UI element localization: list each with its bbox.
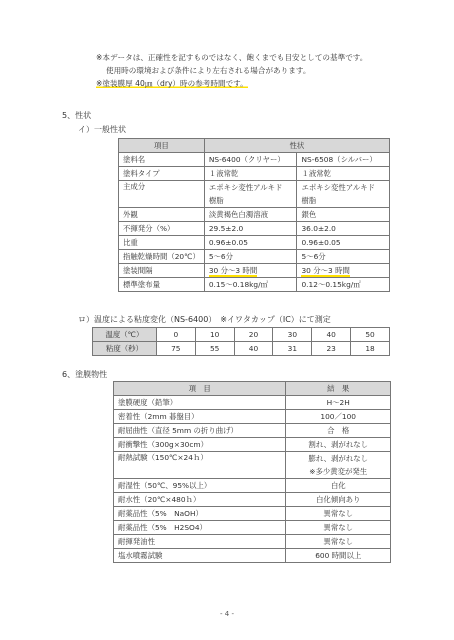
- cell-6508: 36.0±2.0: [297, 222, 390, 236]
- table-row: [114, 438, 391, 452]
- test-item: 塩水噴霧試験: [114, 549, 286, 563]
- row-label: 指触乾燥時間（20℃）: [119, 250, 205, 264]
- table-header-row: [114, 382, 391, 396]
- cell-6508: 0.96±0.05: [297, 236, 390, 250]
- temperature-value: 10: [195, 328, 234, 342]
- temperature-value: 50: [351, 328, 390, 342]
- table-row: [119, 167, 390, 181]
- test-item: 塗膜硬度（鉛筆）: [114, 396, 286, 410]
- table-row: [114, 521, 391, 535]
- table-row: [119, 153, 390, 167]
- temperature-value: 30: [273, 328, 312, 342]
- cell-6400: 5〜6分: [204, 250, 297, 264]
- section5-title: 5、性状: [62, 111, 92, 120]
- test-result: 合 格: [286, 424, 391, 438]
- test-result: 100／100: [286, 410, 391, 424]
- test-item: 密着性（2mm 碁盤目）: [114, 410, 286, 424]
- temperature-value: 40: [312, 328, 351, 342]
- test-result: 異常なし: [286, 535, 391, 549]
- table-row: [119, 250, 390, 264]
- table-row: [114, 452, 391, 466]
- row-label: 比重: [119, 236, 205, 250]
- recoat-interval-6400: 30 分〜3 時間: [208, 266, 258, 275]
- cell-6400: [204, 264, 297, 278]
- cell-6400: エポキシ変性アルキド: [204, 181, 297, 195]
- viscosity-value: 40: [234, 342, 273, 356]
- film-thickness-note: [96, 79, 248, 89]
- test-result: 異常なし: [286, 521, 391, 535]
- table-row: [119, 222, 390, 236]
- test-result: 割れ、剥がれなし: [286, 438, 391, 452]
- test-item: 耐薬品性（5% NaOH）: [114, 507, 286, 521]
- header-property: 性状: [204, 139, 389, 153]
- test-result-note: ※多少黄変が発生: [286, 465, 391, 479]
- general-properties-title: イ）一般性状: [78, 125, 126, 134]
- temperature-value: 20: [234, 328, 273, 342]
- cell-6400: 29.5±2.0: [204, 222, 297, 236]
- viscosity-value: 31: [273, 342, 312, 356]
- general-properties-table: [118, 138, 390, 292]
- test-result: 600 時間以上: [286, 549, 391, 563]
- viscosity-label: 粘度（秒）: [93, 342, 157, 356]
- highlighted-note: ※塗装膜厚 40㎛（dry）時の参考時間です。: [96, 79, 248, 88]
- row-label: 塗料タイプ: [119, 167, 205, 181]
- table-row: [119, 208, 390, 222]
- cell-6508: 樹脂: [297, 194, 390, 208]
- header-result: 結 果: [286, 382, 391, 396]
- table-row: [114, 493, 391, 507]
- viscosity-title: ロ）温度による粘度変化（NS-6400） ※イワタカップ（IC）にて測定: [78, 315, 331, 324]
- viscosity-row: [93, 342, 390, 356]
- viscosity-value: 18: [351, 342, 390, 356]
- cell-6508: 5〜6分: [297, 250, 390, 264]
- cell-6400: NS-6400（クリヤー）: [204, 153, 297, 167]
- disclaimer-line-2: 使用時の環境および条件により左右される場合があります。: [106, 66, 311, 75]
- test-item: 耐屈曲性（直径 5mm の折り曲げ）: [114, 424, 286, 438]
- cell-6508: 0.12〜0.15kg/㎡: [297, 278, 390, 292]
- row-label: 外観: [119, 208, 205, 222]
- page-number: - 4 -: [220, 610, 234, 618]
- cell-6400: 0.15〜0.18kg/㎡: [204, 278, 297, 292]
- test-result: 白化: [286, 479, 391, 493]
- cell-6508: 銀色: [297, 208, 390, 222]
- cell-6508: [297, 264, 390, 278]
- table-row: [114, 424, 391, 438]
- table-row: [114, 549, 391, 563]
- cell-6400: 樹脂: [204, 194, 297, 208]
- test-item: 耐薬品性（5% H2SO4）: [114, 521, 286, 535]
- table-row: [119, 236, 390, 250]
- test-result: 膨れ、剥がれなし: [286, 452, 391, 466]
- row-label: 標準塗布量: [119, 278, 205, 292]
- table-row: [119, 278, 390, 292]
- test-item: 耐衝撃性（300g×30cm）: [114, 438, 286, 452]
- table-row: [119, 264, 390, 278]
- table-row: [114, 410, 391, 424]
- table-header-row: [119, 139, 390, 153]
- test-result: 白化傾向あり: [286, 493, 391, 507]
- cell-6400: 0.96±0.05: [204, 236, 297, 250]
- row-label: 塗料名: [119, 153, 205, 167]
- table-row: [114, 507, 391, 521]
- test-item: 耐湿性（50℃、95%以上）: [114, 479, 286, 493]
- row-label: 塗装間隔: [119, 264, 205, 278]
- section6-title: 6、塗膜物性: [62, 370, 108, 379]
- row-label: 主成分: [119, 181, 205, 208]
- cell-6400: 淡黄褐色白濁溶液: [204, 208, 297, 222]
- viscosity-value: 23: [312, 342, 351, 356]
- recoat-interval-6508: 30 分〜3 時間: [301, 266, 350, 275]
- row-label: 不揮発分（%）: [119, 222, 205, 236]
- table-row: [114, 479, 391, 493]
- test-result: 異常なし: [286, 507, 391, 521]
- cell-6400: １液常乾: [204, 167, 297, 181]
- table-row: [114, 396, 391, 410]
- disclaimer-line-1: ※本データは、正確性を記すものではなく、飽くまでも目安としての基準です。: [96, 53, 368, 62]
- test-item: 耐熱試験（150℃×24ｈ）: [114, 452, 286, 479]
- cell-6508: NS-6508（シルバー）: [297, 153, 390, 167]
- table-row: [119, 181, 390, 195]
- test-item: 耐揮発油性: [114, 535, 286, 549]
- viscosity-value: 55: [195, 342, 234, 356]
- viscosity-value: 75: [156, 342, 195, 356]
- temperature-value: 0: [156, 328, 195, 342]
- film-properties-table: [113, 381, 391, 563]
- header-item: 項 目: [114, 382, 286, 396]
- viscosity-table: [92, 327, 390, 356]
- cell-6508: １液常乾: [297, 167, 390, 181]
- cell-6508: エポキシ変性アルキド: [297, 181, 390, 195]
- test-result: H〜2H: [286, 396, 391, 410]
- test-item: 耐水性（20℃×480ｈ）: [114, 493, 286, 507]
- temperature-label: 温度（℃）: [93, 328, 157, 342]
- table-row: [114, 535, 391, 549]
- temperature-row: [93, 328, 390, 342]
- header-item: 項目: [119, 139, 205, 153]
